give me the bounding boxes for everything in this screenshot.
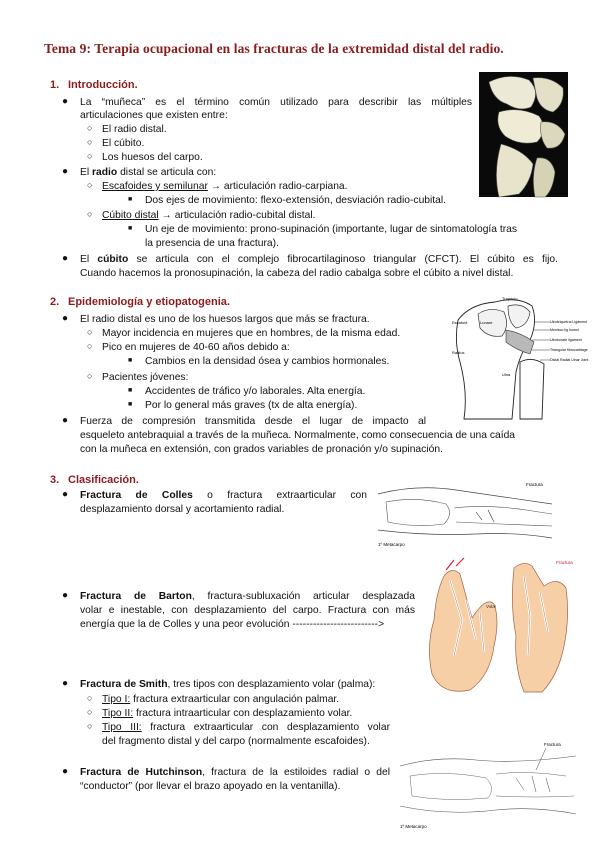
barton-fracture-illustration	[420, 556, 576, 697]
intro-p1b: articulaciones que existen entre:	[80, 110, 228, 121]
hutch-p2: “conductor” (por llevar el brazo apoyado en la ventanilla).	[80, 781, 341, 792]
bullet: ○	[87, 327, 93, 337]
bullet: ●	[62, 489, 69, 500]
intro-list-item: El radio distal.	[102, 124, 167, 135]
epi-p2c: con la muñeca en extensión, con grados variables de pronación y/o supinación.	[80, 444, 443, 455]
colles-p2: desplazamiento dorsal y acortamiento radial.	[80, 504, 285, 515]
bullet: ■	[128, 387, 133, 394]
bullet: ○	[87, 707, 93, 717]
epi-s3a: Accidentes de tráfico y/o laborales. Alta energía.	[145, 386, 366, 397]
fig-label: Escafoid	[452, 320, 468, 325]
barton-p1: Fractura de Barton, fractura-subluxación articular desplazada	[80, 591, 415, 602]
bullet: ●	[62, 96, 69, 107]
section-heading-1: 1. Introducción.	[50, 79, 138, 91]
hutch-p1: Fractura de Hutchinson, fractura de la estiloides radial o del	[80, 767, 391, 778]
epi-s3b: Por lo general más graves (tx de alta energía).	[145, 400, 358, 411]
barton-p2: volar e inestable, con desplazamiento del carpo. Fractura con más	[80, 605, 415, 616]
intro-p1: La “muñeca” es el término común utilizado para describir las múltiples	[80, 97, 472, 108]
intro-esc-sub: Dos ejes de movimiento: flexo-extensión, desviación radio-cubital.	[145, 195, 447, 206]
hutchinson-fracture-sketch	[396, 726, 580, 832]
epi-s1: Mayor incidencia en mujeres que en hombres, de la misma edad.	[102, 328, 401, 339]
bullet: ■	[128, 225, 133, 232]
epi-s2: Pico en mujeres de 40-60 años debido a:	[102, 342, 290, 353]
bullet: ●	[62, 415, 69, 426]
fig-label: 1º Metacarpo	[378, 542, 405, 547]
epi-p2b: esqueleto antebraquial a través de la muñeca. Normalmente, como consecuencia de una caída	[80, 430, 516, 441]
smith-t1: Tipo I: fractura extraarticular con angulación palmar.	[102, 694, 340, 705]
fig-label: Trapecio	[502, 296, 518, 301]
bullet: ●	[62, 590, 69, 601]
intro-escafoides: Escafoides y semilunar → articulación radio-carpiana.	[102, 181, 348, 192]
barton-p3: energía que la de Colles y una peor evolución ------------------------->	[80, 619, 385, 630]
bullet: ○	[87, 137, 93, 147]
intro-p3: El cúbito se articula con el complejo fibrocartilaginoso triangular (CFCT). El cúbito es fijo.	[80, 254, 558, 265]
fig-label: 1º Metacarpo	[400, 824, 427, 829]
fig-label: Triangular fibrocartilage	[550, 348, 588, 352]
bullet: ○	[87, 693, 93, 703]
smith-t3: Tipo III: fractura extraarticular con desplazamiento volar	[102, 722, 390, 733]
fig-label: Menisco lig homol	[550, 328, 579, 332]
fig-label: Ulna	[502, 372, 511, 377]
intro-cub-sub2: la presencia de una fractura).	[145, 238, 279, 249]
intro-list-item: Los huesos del carpo.	[102, 152, 203, 163]
fig-label: Fractura	[526, 482, 543, 487]
epi-s2a: Cambios en la densidad ósea y cambios hormonales.	[145, 356, 390, 367]
bullet: ●	[62, 166, 69, 177]
bullet: ○	[87, 151, 93, 161]
wrist-bones-photo	[479, 72, 568, 197]
bullet: ●	[62, 253, 69, 264]
colles-p1: Fractura de Colles o fractura extraarticular con	[80, 490, 367, 501]
fig-label: Radius	[452, 350, 465, 355]
bullet: ■	[128, 196, 133, 203]
smith-p1: Fractura de Smith, tres tipos con desplazamiento volar (palma):	[80, 679, 376, 690]
fig-label: Ulnotriquetral Ligament	[550, 320, 588, 324]
colles-fracture-sketch	[376, 474, 554, 550]
intro-list-item: El cúbito.	[102, 138, 145, 149]
bullet: ○	[87, 180, 93, 190]
tfcc-diagram	[450, 292, 589, 419]
page-title: Tema 9: Terapia ocupacional en las fracturas de la extremidad distal del radio.	[44, 41, 504, 56]
bullet: ■	[128, 357, 133, 364]
fig-label: Distal Radial Ulnar Joint	[550, 358, 589, 362]
section-heading-3: 3. Clasificación.	[50, 474, 139, 486]
bullet: ○	[87, 721, 93, 731]
bullet: ○	[87, 341, 93, 351]
bullet: ●	[62, 313, 69, 324]
epi-p2a: Fuerza de compresión transmitida desde el lugar de impacto al	[80, 416, 426, 427]
fig-label: Volar	[486, 604, 497, 609]
intro-p3b: Cuando hacemos la pronosupinación, la cabeza del radio cabalga sobre el cúbito a nivel distal.	[80, 268, 514, 279]
bullet: ●	[62, 678, 69, 689]
fig-label: Fractura	[556, 560, 573, 565]
fig-label: Lunare	[480, 320, 493, 325]
smith-t3b: del fragmento distal y del carpo (normalmente escafoides).	[102, 736, 370, 747]
smith-t2: Tipo II: fractura intraarticular con desplazamiento volar.	[102, 708, 353, 719]
epi-p1: El radio distal es uno de los huesos largos que más se fractura.	[80, 314, 370, 325]
bullet: ●	[62, 766, 69, 777]
fig-label: Ulnolunate ligament	[550, 338, 582, 342]
bullet: ○	[87, 371, 93, 381]
bullet: ○	[87, 123, 93, 133]
bullet: ■	[128, 401, 133, 408]
intro-p2: El radio distal se articula con:	[80, 167, 217, 178]
bullet: ○	[87, 209, 93, 219]
intro-cubito: Cúbito distal → articulación radio-cubital distal.	[102, 210, 316, 221]
section-heading-2: 2. Epidemiología y etiopatogenia.	[50, 296, 230, 308]
intro-cub-sub: Un eje de movimiento: prono-supinación (importante, lugar de sintomatología tras	[145, 224, 518, 235]
fig-label: Fractura	[544, 742, 561, 747]
epi-s3: Pacientes jóvenes:	[102, 372, 189, 383]
